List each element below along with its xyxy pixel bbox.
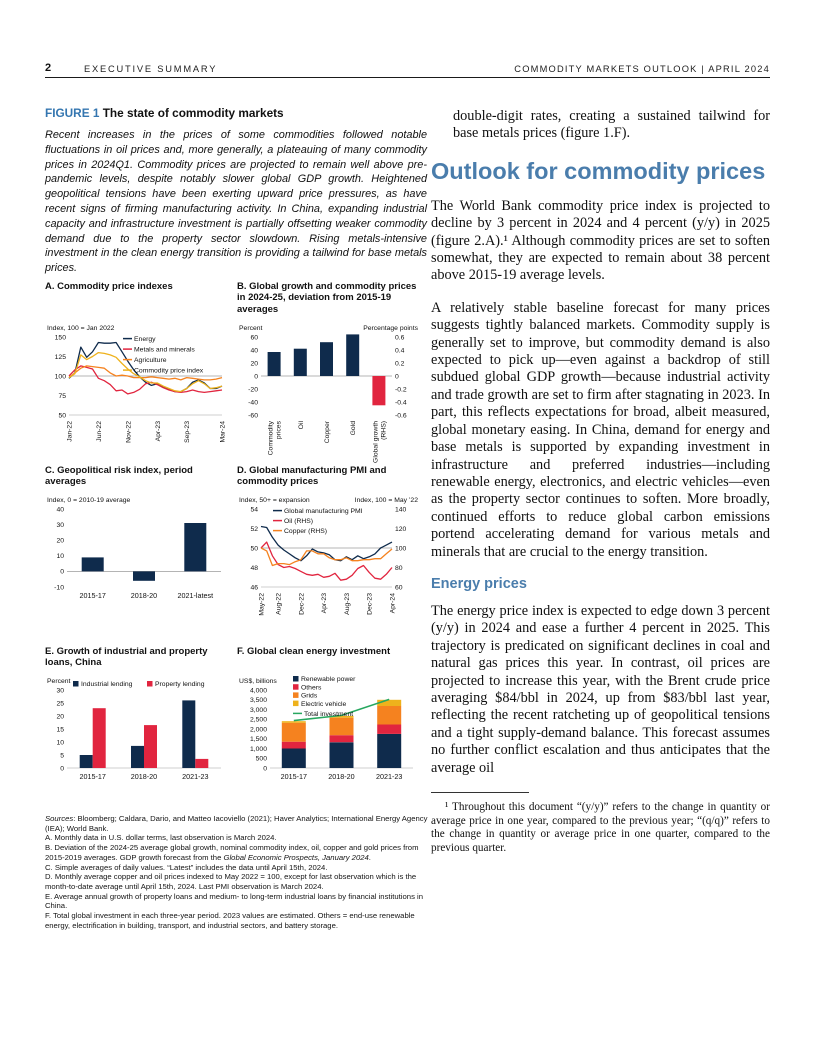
svg-text:Mar-24: Mar-24 bbox=[219, 421, 227, 443]
svg-text:20: 20 bbox=[56, 713, 64, 721]
svg-text:2018-20: 2018-20 bbox=[328, 772, 355, 781]
svg-text:30: 30 bbox=[56, 687, 64, 695]
chart-f-plot bbox=[237, 674, 423, 795]
svg-text:500: 500 bbox=[255, 755, 267, 763]
svg-text:Commodity: Commodity bbox=[267, 421, 275, 456]
svg-text:Apr-23: Apr-23 bbox=[154, 421, 162, 442]
svg-text:Percent: Percent bbox=[47, 678, 71, 685]
svg-text:2021-23: 2021-23 bbox=[182, 772, 209, 781]
svg-text:0: 0 bbox=[60, 568, 64, 576]
svg-text:3,500: 3,500 bbox=[249, 697, 267, 705]
svg-text:1,000: 1,000 bbox=[249, 745, 267, 753]
svg-text:-60: -60 bbox=[248, 412, 258, 420]
chart-f-clean-energy-investment bbox=[237, 646, 423, 795]
footnote-text: ¹ Throughout this document “(y/y)” refers to the change in quantity or average price in one year, compared to the previous year; “(q/q)” refers to the change in quantity or average price in one quarter, compared to the previous quarter. bbox=[431, 801, 770, 854]
svg-text:Jan-22: Jan-22 bbox=[66, 421, 74, 442]
svg-text:Aug-23: Aug-23 bbox=[343, 593, 351, 615]
svg-text:Copper (RHS): Copper (RHS) bbox=[284, 528, 328, 535]
svg-text:2,000: 2,000 bbox=[249, 726, 267, 734]
svg-text:2015-17: 2015-17 bbox=[280, 772, 308, 781]
svg-text:Metals and minerals: Metals and minerals bbox=[134, 346, 195, 354]
figure-title-text: The state of commodity markets bbox=[102, 106, 284, 120]
figure-note: D. Monthly average copper and oil prices indexed to May 2022 = 100, except for last observation which is the month-to-date average until April 15th, 2024. Last PMI observation is March 2024. bbox=[45, 872, 417, 891]
chart-d-manufacturing-pmi bbox=[237, 465, 423, 630]
svg-text:Apr-24: Apr-24 bbox=[389, 593, 397, 614]
svg-text:15: 15 bbox=[56, 726, 64, 734]
svg-text:50: 50 bbox=[250, 545, 258, 553]
chart-a-plot bbox=[45, 321, 231, 458]
svg-text:Aug-22: Aug-22 bbox=[275, 593, 283, 615]
svg-text:Copper: Copper bbox=[324, 421, 331, 444]
figure-note: B. Deviation of the 2024-25 average global growth, nominal commodity index, oil, copper and gold prices from 2015-2019 averages. GDP growth forecast from the Global Economic Prospects, January 2024. bbox=[45, 843, 419, 862]
svg-text:10: 10 bbox=[56, 739, 64, 747]
paragraph-3: The energy price index is expected to edge down 3 percent (y/y) in 2024 and ease a further 4 percent in 2025. This trajectory is predicated on significant declines in coal and natural gas prices this year. In contrast, oil prices are projected to increase this year, with the Brent crude price averaging $84/bbl in 2024, up from $83/bbl last year, reflecting the recent ratcheting up of geopolitical tensions and a tight supply-demand balance. This forecast assumes no further conflict escalation and thus anticipates that the average oil bbox=[431, 602, 770, 776]
chart-a-commodity-price-indexes bbox=[45, 281, 231, 458]
svg-text:Percentage points: Percentage points bbox=[363, 325, 418, 332]
svg-text:120: 120 bbox=[395, 525, 407, 533]
svg-text:4,000: 4,000 bbox=[249, 687, 267, 695]
svg-text:60: 60 bbox=[395, 584, 403, 592]
svg-text:Commodity price index: Commodity price index bbox=[134, 367, 204, 375]
svg-text:US$, billions: US$, billions bbox=[239, 678, 277, 685]
svg-text:52: 52 bbox=[250, 525, 258, 533]
sources-text: : Bloomberg; Caldara, Dario, and Matteo Iacoviello (2021); Haver Analytics; International Energy Agency (IEA); World Bank. bbox=[45, 814, 428, 833]
header-section-title: EXECUTIVE SUMMARY bbox=[84, 64, 218, 74]
page-number: 2 bbox=[45, 62, 52, 74]
svg-text:60: 60 bbox=[250, 334, 258, 342]
svg-text:Index, 100 = May ’22: Index, 100 = May ’22 bbox=[354, 497, 418, 504]
svg-text:2015-17: 2015-17 bbox=[79, 591, 106, 600]
svg-text:Renewable power: Renewable power bbox=[301, 676, 356, 684]
svg-text:100: 100 bbox=[395, 545, 407, 553]
svg-text:2,500: 2,500 bbox=[249, 716, 267, 724]
svg-text:0.6: 0.6 bbox=[395, 334, 405, 342]
svg-text:1,500: 1,500 bbox=[249, 736, 267, 744]
figure-note: F. Total global investment in each three-year period. 2023 values are estimated. Others = end-use renewable energy, electrification in building, transport, and industrial sectors, and battery storage. bbox=[45, 911, 415, 930]
svg-text:prices: prices bbox=[275, 421, 283, 440]
header-document-title: COMMODITY MARKETS OUTLOOK | APRIL 2024 bbox=[514, 64, 770, 74]
svg-text:Property lending: Property lending bbox=[155, 681, 205, 689]
svg-text:Global growth: Global growth bbox=[372, 421, 380, 463]
chart-b-title: B. Global growth and commodity prices in 2024-25, deviation from 2015-19 averages bbox=[237, 281, 417, 315]
svg-text:50: 50 bbox=[58, 412, 66, 420]
svg-text:-0.6: -0.6 bbox=[395, 412, 407, 420]
svg-text:140: 140 bbox=[395, 506, 407, 514]
footnote-rule bbox=[431, 792, 529, 793]
svg-text:-0.2: -0.2 bbox=[395, 386, 407, 394]
svg-text:Dec-23: Dec-23 bbox=[366, 593, 374, 615]
subsection-heading-energy-prices: Energy prices bbox=[431, 575, 527, 592]
figure-sources bbox=[45, 814, 429, 833]
svg-text:Jun-22: Jun-22 bbox=[95, 421, 103, 442]
chart-b-plot bbox=[237, 321, 423, 474]
svg-text:Dec-22: Dec-22 bbox=[298, 593, 306, 615]
svg-text:40: 40 bbox=[250, 347, 258, 355]
figure-notes-list bbox=[45, 833, 429, 930]
svg-text:May-22: May-22 bbox=[258, 593, 266, 616]
chart-e-title: E. Growth of industrial and property loans, China bbox=[45, 646, 208, 669]
figure-note: C. Simple averages of daily values. “Latest” includes the data until April 15th, 2024. bbox=[45, 862, 328, 872]
svg-text:Others: Others bbox=[301, 684, 322, 692]
svg-text:125: 125 bbox=[54, 353, 66, 361]
svg-text:2021-latest: 2021-latest bbox=[177, 591, 214, 600]
svg-text:80: 80 bbox=[395, 564, 403, 572]
svg-text:Grids: Grids bbox=[301, 692, 318, 700]
svg-text:Index, 0 = 2010-19 average: Index, 0 = 2010-19 average bbox=[47, 497, 131, 504]
svg-text:54: 54 bbox=[250, 506, 258, 514]
figure-label: FIGURE 1 bbox=[45, 106, 100, 120]
svg-text:Industrial lending: Industrial lending bbox=[81, 681, 133, 689]
chart-a-title: A. Commodity price indexes bbox=[45, 281, 173, 292]
svg-text:46: 46 bbox=[250, 584, 258, 592]
paragraph-fragment: double-digit rates, creating a sustained tailwind for base metals prices (figure 1.F). bbox=[453, 108, 770, 142]
svg-text:30: 30 bbox=[56, 521, 64, 529]
svg-text:100: 100 bbox=[54, 373, 66, 381]
figure-title bbox=[45, 106, 427, 120]
svg-text:2015-17: 2015-17 bbox=[79, 772, 106, 781]
chart-c-plot bbox=[45, 493, 231, 612]
svg-text:-40: -40 bbox=[248, 399, 258, 407]
svg-text:0: 0 bbox=[263, 765, 267, 773]
svg-text:3,000: 3,000 bbox=[249, 706, 267, 714]
svg-text:0.2: 0.2 bbox=[395, 360, 405, 368]
svg-text:Energy: Energy bbox=[134, 336, 156, 343]
paragraph-1: The World Bank commodity price index is projected to decline by 3 percent in 2024 and 4 percent (y/y) in 2025 (figure 2.A).¹ Although commodity prices are set to soften somewhat, they are expected to remain about 38 percent above 2015-19 average levels. bbox=[431, 197, 770, 284]
chart-c-title: C. Geopolitical risk index, period averages bbox=[45, 465, 193, 488]
svg-text:0: 0 bbox=[254, 373, 258, 381]
svg-text:20: 20 bbox=[56, 537, 64, 545]
svg-text:2018-20: 2018-20 bbox=[130, 772, 158, 781]
svg-text:-10: -10 bbox=[54, 584, 64, 592]
svg-text:0: 0 bbox=[395, 373, 399, 381]
figure-1-block bbox=[45, 106, 427, 276]
svg-text:2018-20: 2018-20 bbox=[130, 591, 158, 600]
figure-notes bbox=[45, 814, 429, 930]
article-column bbox=[431, 108, 770, 855]
svg-text:Percent: Percent bbox=[239, 325, 263, 332]
svg-text:-20: -20 bbox=[248, 386, 258, 394]
svg-text:Agriculture: Agriculture bbox=[134, 357, 167, 364]
chart-b-global-growth-commodity-prices bbox=[237, 281, 423, 474]
svg-text:40: 40 bbox=[56, 506, 64, 514]
chart-e-china-loans bbox=[45, 646, 231, 793]
svg-text:Nov-22: Nov-22 bbox=[125, 421, 133, 443]
chart-d-title: D. Global manufacturing PMI and commodity prices bbox=[237, 465, 387, 488]
svg-text:Global manufacturing PMI: Global manufacturing PMI bbox=[284, 508, 363, 515]
svg-text:75: 75 bbox=[58, 392, 66, 400]
svg-text:10: 10 bbox=[56, 553, 64, 561]
header-rule bbox=[45, 77, 770, 78]
svg-text:Sep-23: Sep-23 bbox=[184, 421, 192, 443]
chart-d-plot bbox=[237, 493, 423, 630]
svg-text:-0.4: -0.4 bbox=[395, 399, 407, 407]
svg-text:Gold: Gold bbox=[350, 421, 358, 436]
svg-text:2021-23: 2021-23 bbox=[375, 772, 403, 781]
svg-text:Index, 100 = Jan 2022: Index, 100 = Jan 2022 bbox=[47, 325, 115, 332]
svg-text:48: 48 bbox=[250, 564, 258, 572]
svg-text:Index, 50+ = expansion: Index, 50+ = expansion bbox=[239, 497, 310, 504]
svg-text:(RHS): (RHS) bbox=[380, 421, 388, 440]
figure-note: E. Average annual growth of property loans and medium- to long-term industrial loans by financial institutions in China. bbox=[45, 891, 424, 911]
section-heading: Outlook for commodity prices bbox=[431, 157, 766, 184]
chart-c-geopolitical-risk-index bbox=[45, 465, 231, 612]
svg-text:0.4: 0.4 bbox=[395, 347, 405, 355]
svg-text:20: 20 bbox=[250, 360, 258, 368]
svg-text:25: 25 bbox=[56, 700, 64, 708]
sources-label: Sources bbox=[45, 814, 74, 823]
figure-note: A. Monthly data in U.S. dollar terms, last observation is March 2024. bbox=[45, 833, 277, 843]
svg-text:Oil: Oil bbox=[297, 421, 305, 430]
svg-text:5: 5 bbox=[60, 752, 64, 760]
svg-text:0: 0 bbox=[60, 765, 64, 773]
paragraph-2: A relatively stable baseline forecast for many prices suggests tightly balanced markets. Commodity supply is generally set to improve, but commodity demand is also expected to pick up—even against a backdrop of still subdued global GDP growth—because industrial activity and trade growth are set to firm after stagnating in 2023. In part, this reflects expectations for broad, albeit measured, global monetary easing. In China, demand for energy and base metals is supported by expanding investment in infrastructure and preferred industries—including renewable energy, electronics, and electric vehicles—even as the property sector continues to soften. More broadly, continued efforts to reduce global carbon emissions portend accelerating demand for various metals and minerals that are crucial to the energy transition. bbox=[431, 299, 770, 560]
svg-text:Electric vehicle: Electric vehicle bbox=[301, 700, 347, 708]
svg-text:Apr-23: Apr-23 bbox=[321, 593, 329, 614]
chart-f-title: F. Global clean energy investment bbox=[237, 646, 391, 657]
svg-text:150: 150 bbox=[54, 334, 66, 342]
chart-e-plot bbox=[45, 674, 231, 793]
svg-text:Oil (RHS): Oil (RHS) bbox=[284, 518, 314, 525]
figure-intro-text: Recent increases in the prices of some commodities followed notable fluctuations in oil prices and, more generally, a plateauing of many commodity prices in 2024Q1. Commodity prices are projected to remain well above pre-pandemic levels, despite notably slower global GDP growth. Heightened geopolitical tensions have been exerting upward price pressures, as have recent signs of firming manufacturing activity. In China, expanding industrial capacity and infrastructure investment is partially offsetting weaker commodity demand due to the property sector slowdown. Rising metals-intensive investment in the clean energy transition is providing a tailwind for base metals prices. bbox=[45, 129, 427, 275]
svg-text:Total investment: Total investment bbox=[304, 710, 354, 718]
